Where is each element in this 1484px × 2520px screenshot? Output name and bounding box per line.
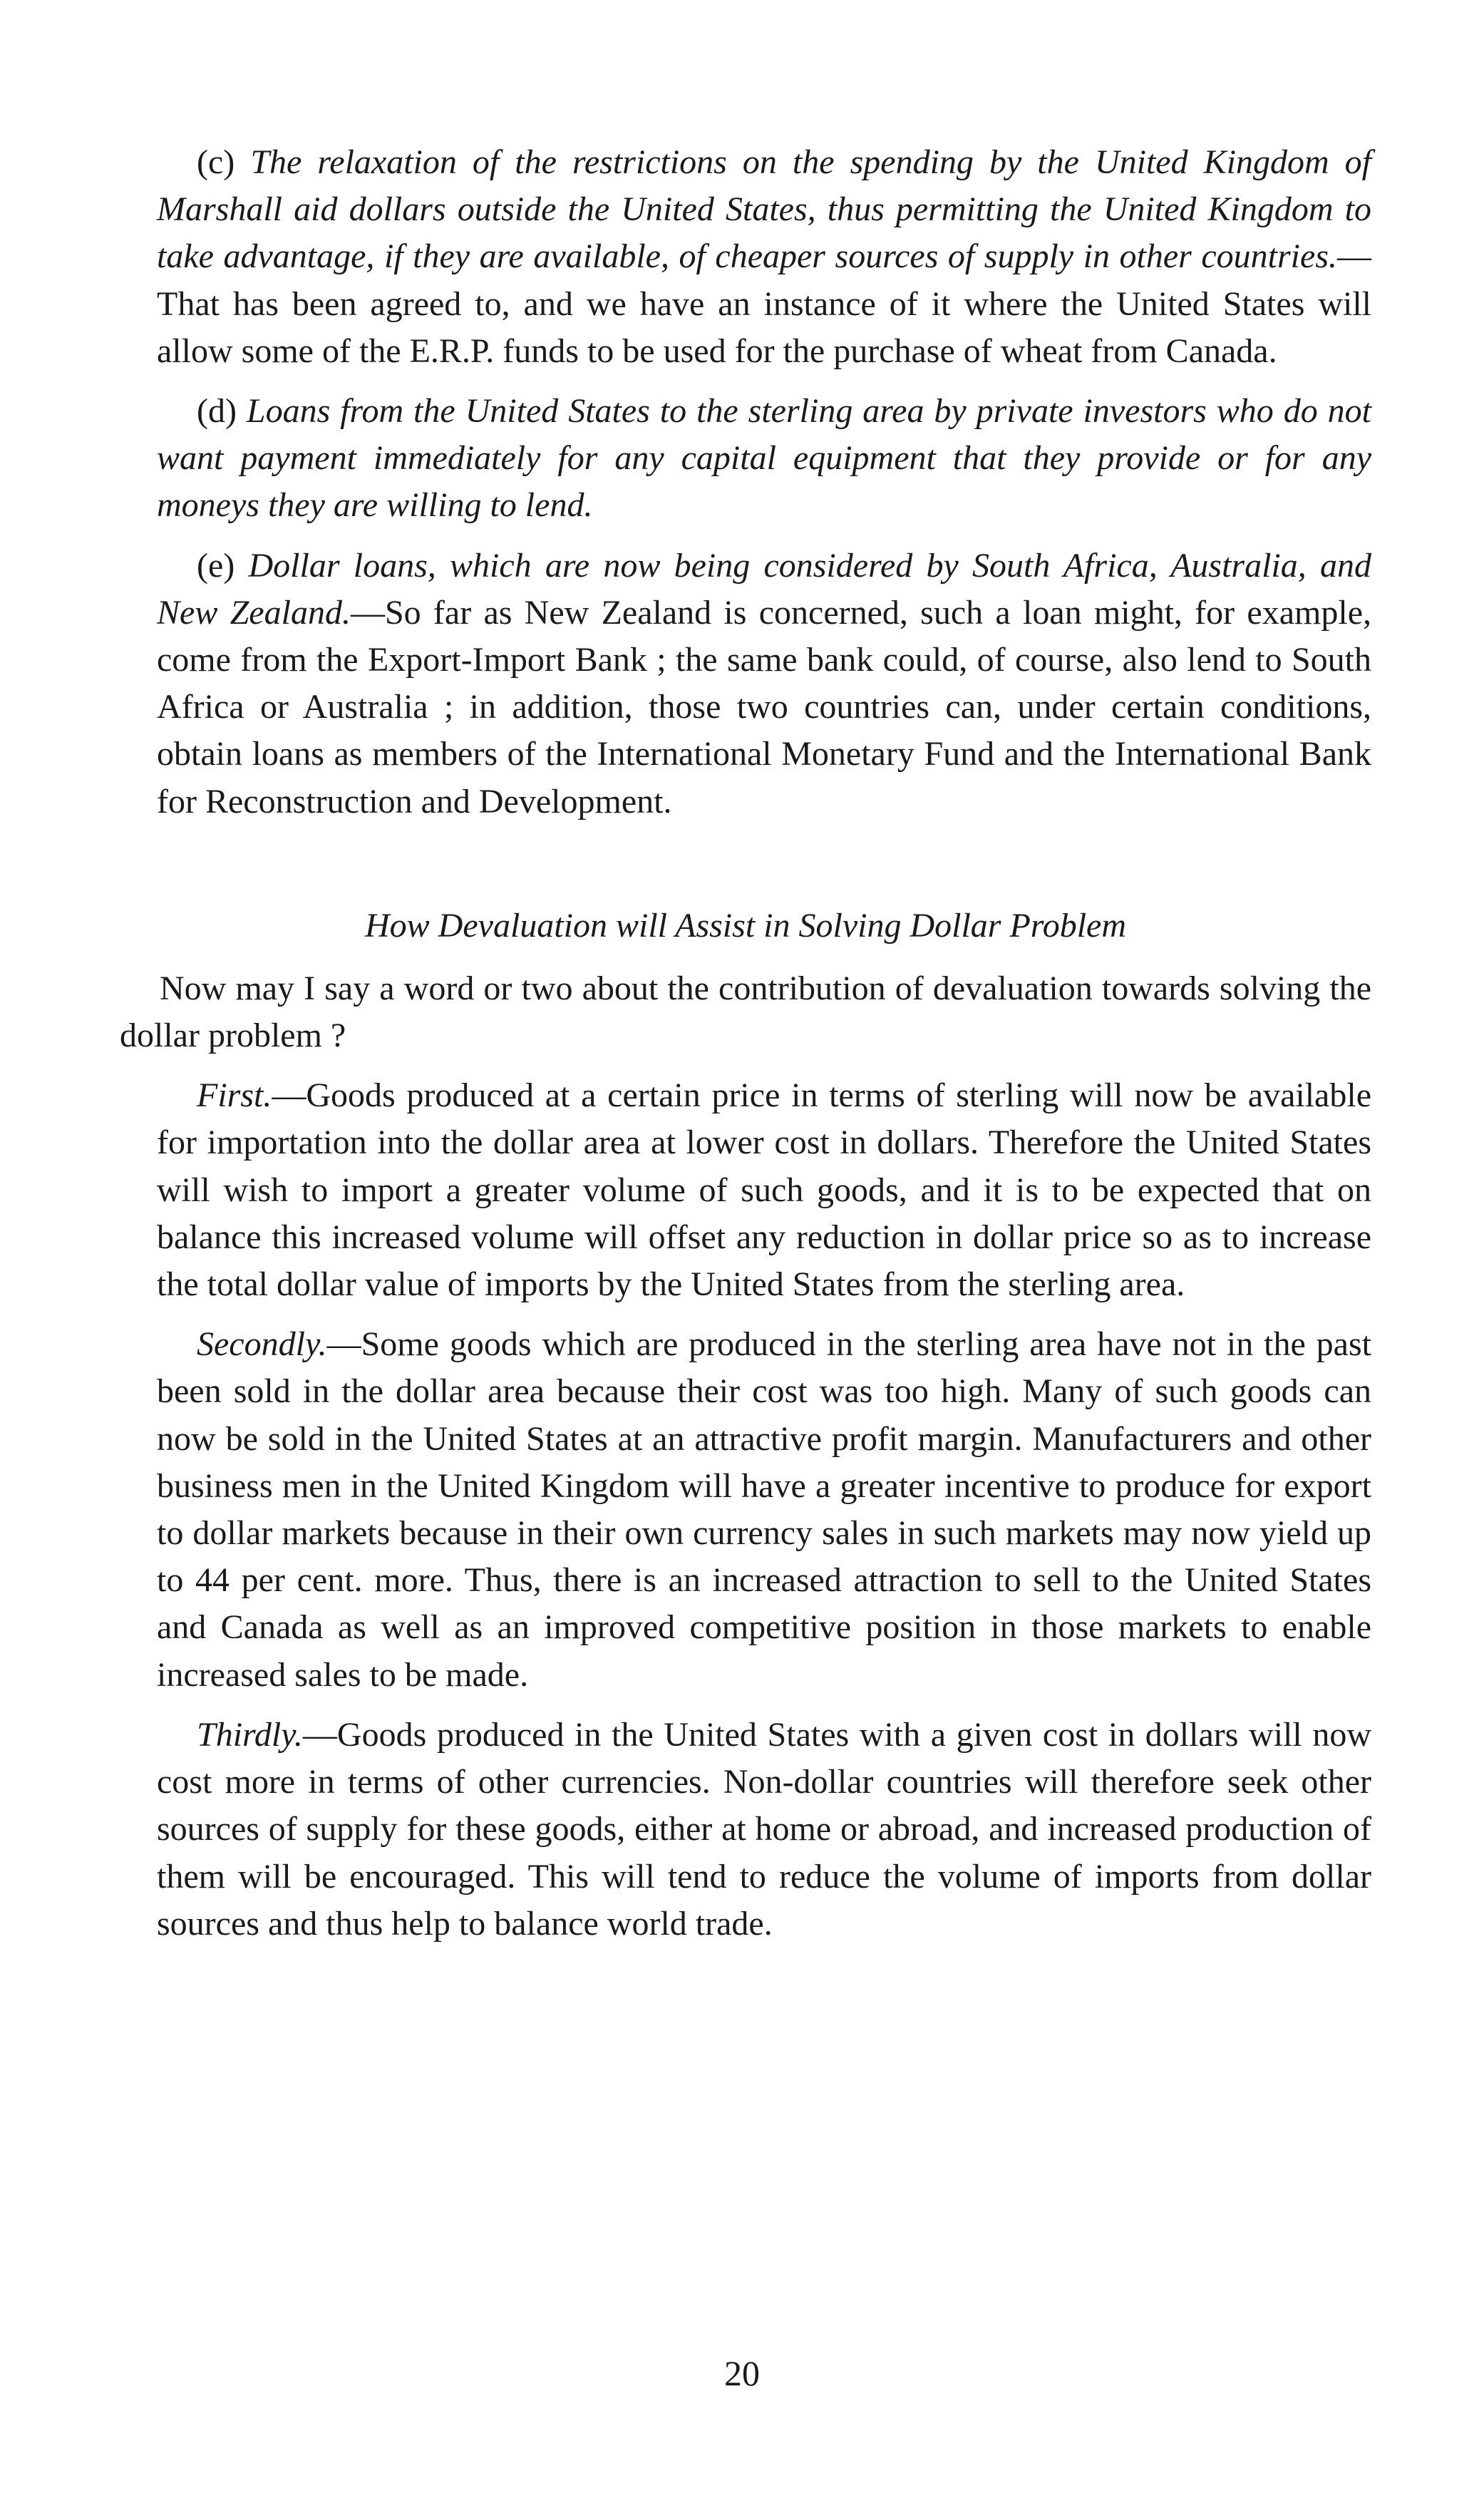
paragraph-d — [120, 388, 1371, 530]
point-first — [120, 1072, 1371, 1308]
point-secondly-lead: Secondly. — [197, 1325, 327, 1364]
point-secondly-text: —Some goods which are produced in the sterling area have not in the past been sold in the dollar area because their cost was too high. Many of such goods can now be sold in the United States at an attractive profit margin. Manufacturers and other business men in the United Kingdom will have a greater incentive to produce for export to dollar markets because in their own currency sales in such markets may now yield up to 44 per cent. more. Thus, there is an increased attraction to sell to the United States and Canada as well as an improved competitive position in those markets to enable increased sales to be made. — [157, 1325, 1371, 1694]
paragraph-d-label: (d) — [197, 392, 237, 431]
intro-paragraph: Now may I say a word or two about the contribution of devaluation towards solving the dollar problem ? — [120, 969, 1371, 1055]
point-thirdly — [120, 1712, 1371, 1948]
paragraph-c — [120, 139, 1371, 375]
section-heading: How Devaluation will Assist in Solving Dollar Problem — [365, 906, 1126, 945]
page-number: 20 — [724, 2353, 760, 2393]
point-first-text: —Goods produced at a certain price in terms of sterling will now be available for importation into the dollar area at lower cost in dollars. Therefore the United States will wish to import a greater volume of such goods, and it is to be expected that on balance this increased volume will offset any reduction in dollar price so as to increase the total dollar value of imports by the United States from the sterling area. — [157, 1076, 1371, 1304]
paragraph-e-lead: Dollar loans, which are now being considered by South Africa, Australia, and New Zealand. — [157, 546, 1371, 632]
paragraph-c-text: —That has been agreed to, and we have an instance of it where the United States will allow some of the E.R.P. funds to be used for the purchase of wheat from Canada. — [157, 237, 1371, 370]
point-thirdly-text: —Goods produced in the United States with a given cost in dollars will now cost more in terms of other currencies. Non-dollar countries will therefore seek other sources of supply for these goods, either at home or abroad, and increased production of them will be encouraged. This will tend to reduce the volume of imports from dollar sources and thus help to balance world trade. — [157, 1715, 1371, 1943]
paragraph-c-lead: The relaxation of the restrictions on the spending by the United Kingdom of Marshall aid dollars outside the United States, thus permitting the United Kingdom to take advantage, if they are available, of cheaper sources of supply in other countries. — [157, 143, 1372, 276]
paragraph-c-label: (c) — [197, 143, 235, 181]
point-first-lead: First. — [197, 1076, 272, 1115]
paragraph-e-text: —So far as New Zealand is concerned, such a loan might, for example, come from the Export-Import Bank ; the same bank could, of course, also lend to South Africa or Australia ; in addition, those two countries can, under certain conditions, obtain loans as members of the International Monetary Fund and the International Bank for Reconstruction and Development. — [157, 593, 1371, 821]
paragraph-e-label: (e) — [197, 546, 235, 585]
point-secondly — [120, 1321, 1371, 1699]
paragraph-e — [120, 542, 1371, 826]
point-thirdly-lead: Thirdly. — [197, 1715, 303, 1754]
paragraph-d-lead: Loans from the United States to the sterling area by private investors who do not want payment immediately for any capital equipment that they provide or for any moneys they are willing to lend. — [157, 392, 1372, 525]
document-page — [120, 139, 1371, 1960]
